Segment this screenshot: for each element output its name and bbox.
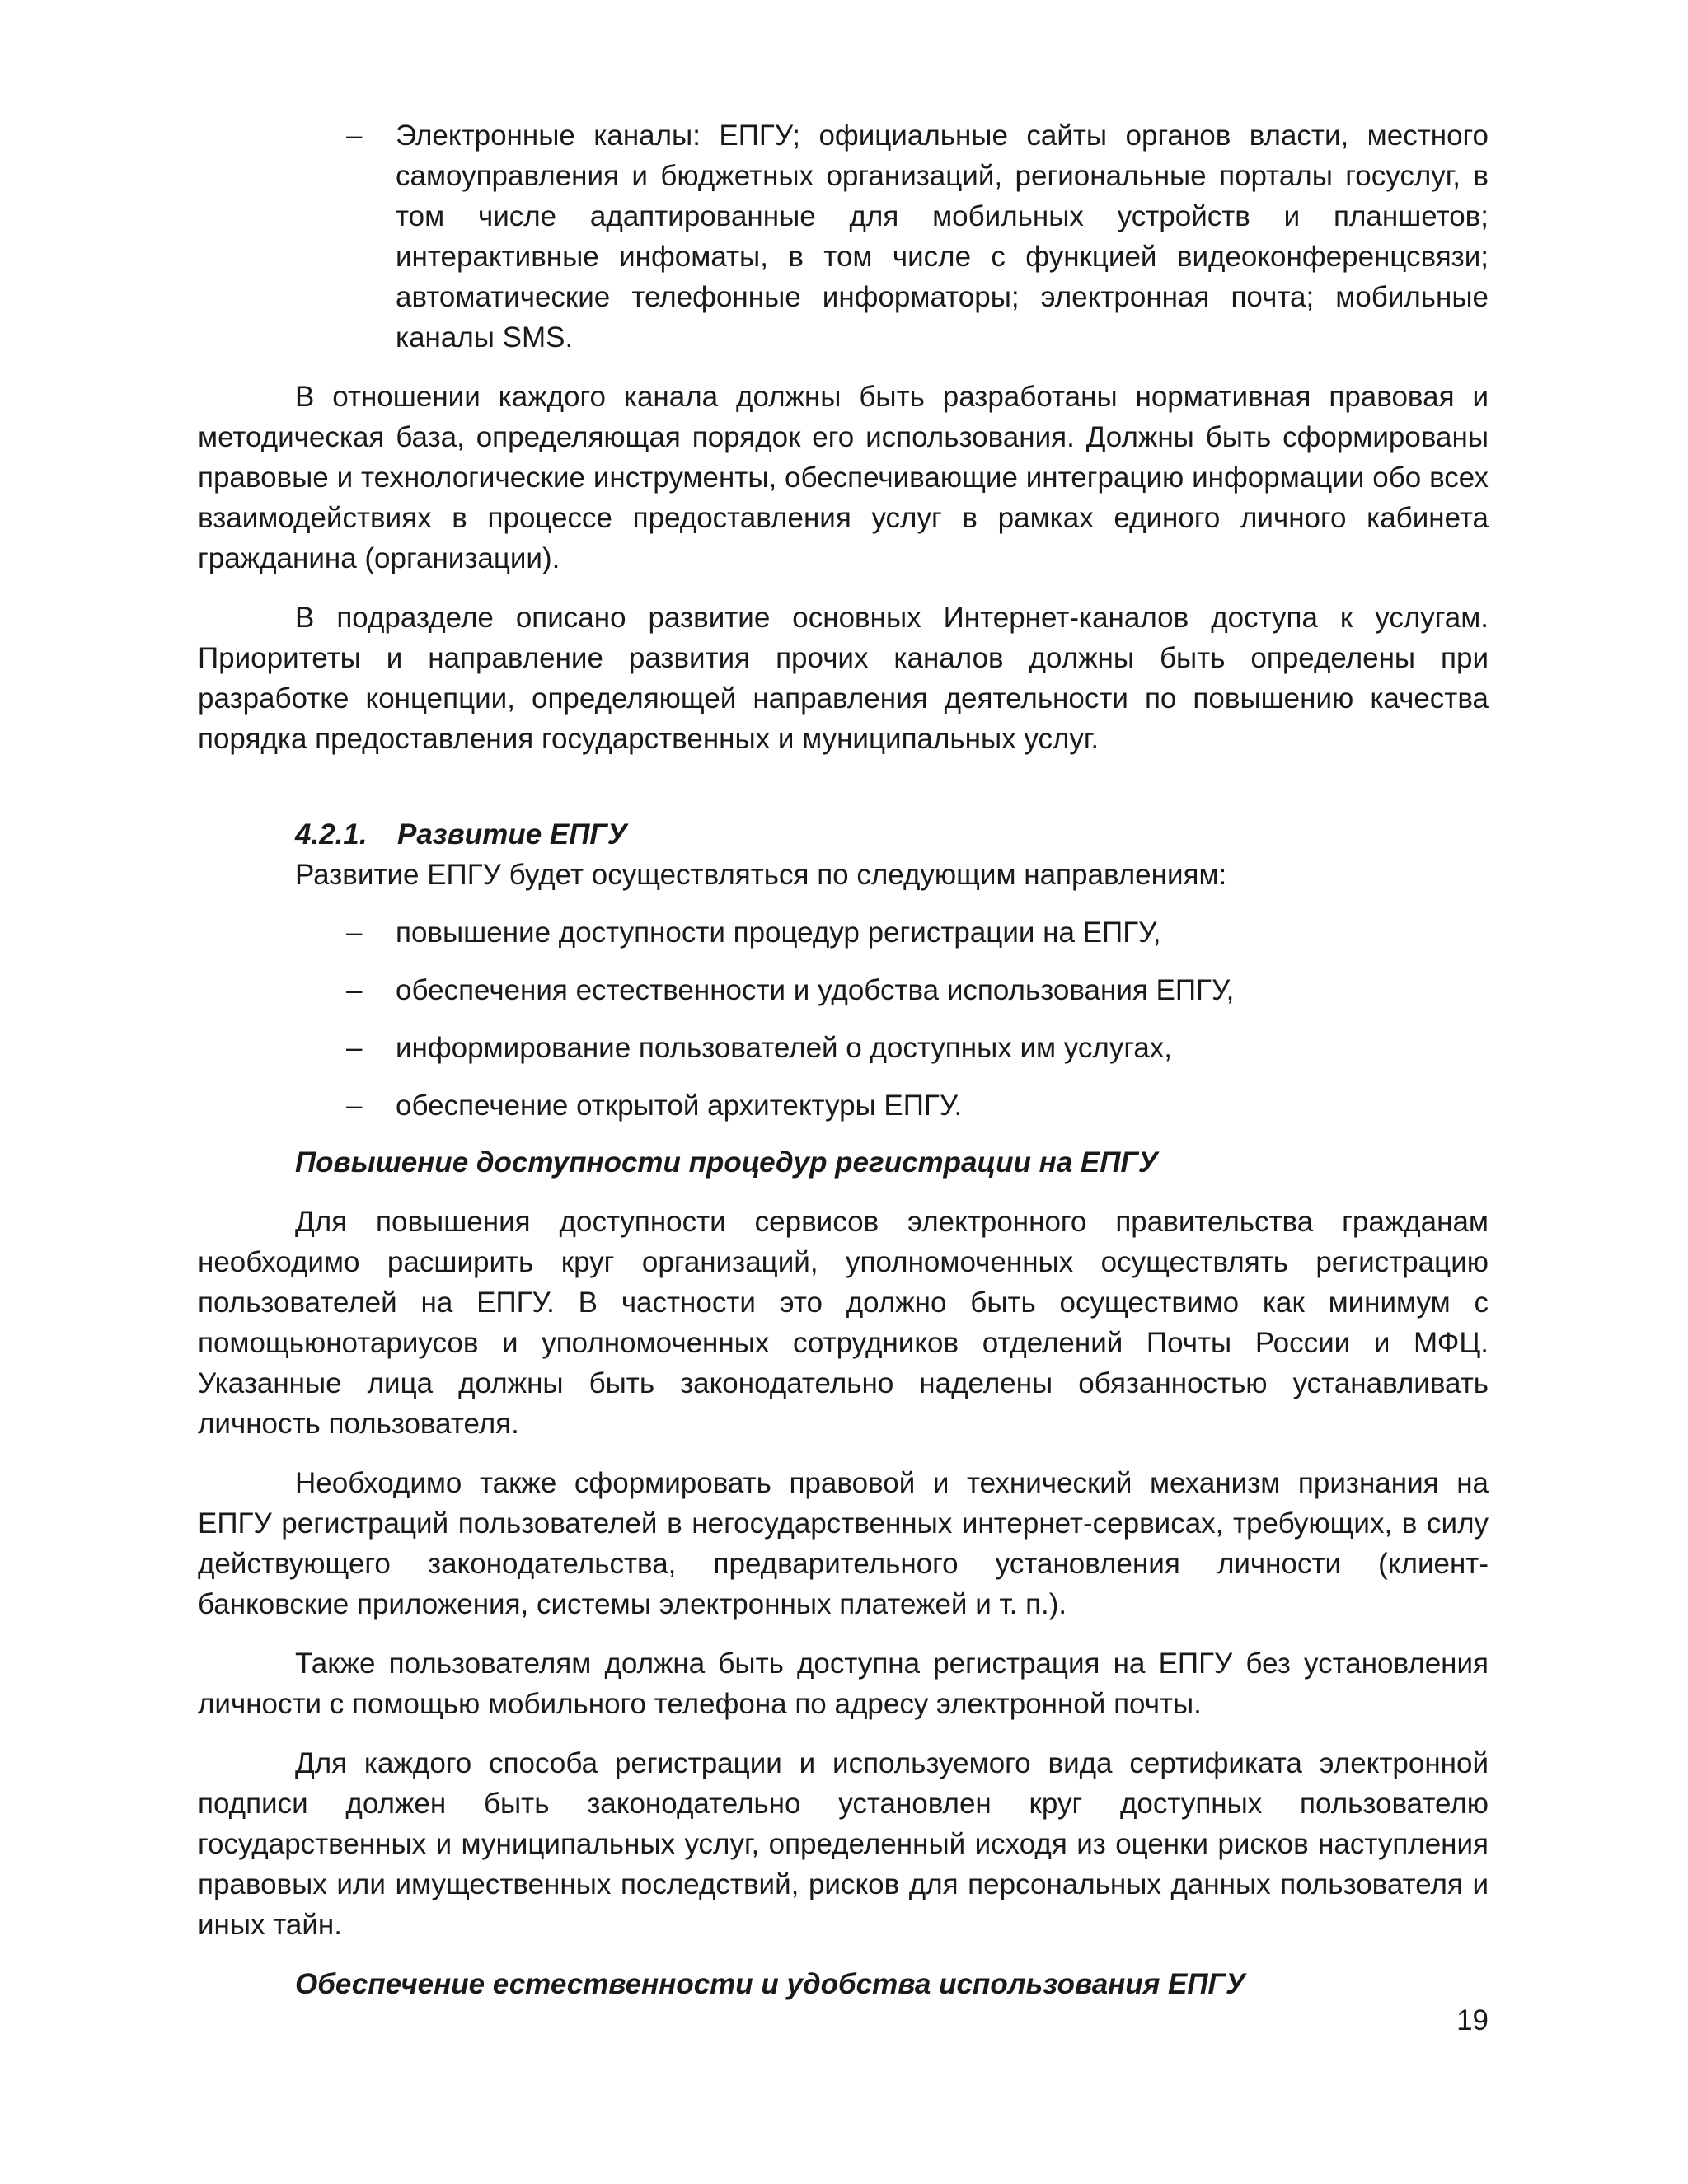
paragraph: В отношении каждого канала должны быть разработаны нормативная правовая и методическая база, определяющая порядок его использования. Должны быть сформированы правовые и технологические инструменты, обеспечивающие интеграцию информации обо всех взаимодействиях в процессе предоставления услуг в рамках единого личного кабинета гражданина (организации). [198, 381, 1489, 574]
dash-marker: – [346, 1032, 363, 1064]
page-content [198, 115, 1489, 2004]
subheading: Повышение доступности процедур регистрации на ЕПГУ [295, 1146, 1158, 1179]
section-title: Развитие ЕПГУ [397, 818, 627, 851]
dash-marker: – [346, 916, 363, 949]
dash-marker: – [346, 120, 363, 152]
list-item-text: Электронные каналы: ЕПГУ; официальные сайты органов власти, местного самоуправления и бюджетных организаций, региональные порталы госуслуг, в том числе адаптированные для мобильных устройств и планшетов; интерактивные инфоматы, в том числе с функцией видеоконференцсвязи; автоматические телефонные информаторы; электронная почта; мобильные каналы SMS. [396, 120, 1489, 354]
dash-marker: – [346, 974, 363, 1006]
paragraph: В подразделе описано развитие основных Интернет-каналов доступа к услугам. Приоритеты и направление развития прочих каналов должны быть определены при разработке концепции, определяющей направления деятельности по повышению качества порядка предоставления государственных и муниципальных услуг. [198, 602, 1489, 755]
paragraph: Необходимо также сформировать правовой и технический механизм признания на ЕПГУ регистраций пользователей в негосударственных интернет-сервисах, требующих, в силу действующего законодательства, предварительного установления личности (клиент-банковские приложения, системы электронных платежей и т. п.). [198, 1467, 1489, 1620]
list-item-text: информирование пользователей о доступных им услугах, [396, 1032, 1173, 1064]
list-item [198, 1028, 1489, 1068]
list-item [198, 970, 1489, 1010]
list-item-text: повышение доступности процедур регистрации на ЕПГУ, [396, 916, 1161, 949]
channels-list [198, 115, 1489, 358]
paragraph: Для каждого способа регистрации и используемого вида сертификата электронной подписи должен быть законодательно установлен круг доступных пользователю государственных и муниципальных услуг, определенный исходя из оценки рисков наступления правовых или имущественных последствий, рисков для персональных данных пользователя и иных тайн. [198, 1747, 1489, 1941]
paragraph: Также пользователям должна быть доступна регистрация на ЕПГУ без установления личности с помощью мобильного телефона по адресу электронной почты. [198, 1647, 1489, 1720]
list-item-text: обеспечения естественности и удобства использования ЕПГУ, [396, 974, 1235, 1006]
list-item [198, 912, 1489, 953]
paragraph: Для повышения доступности сервисов электронного правительства гражданам необходимо расширить круг организаций, уполномоченных осуществлять регистрацию пользователей на ЕПГУ. В частности это должно быть осуществимо как минимум с помощьюнотариусов и уполномоченных сотрудников отделений Почты России и МФЦ. Указанные лица должны быть законодательно наделены обязанностью устанавливать личность пользователя. [198, 1206, 1489, 1440]
directions-list [198, 912, 1489, 1126]
section-heading [198, 814, 1489, 855]
paragraph: Развитие ЕПГУ будет осуществляться по следующим направлениям: [295, 859, 1227, 891]
list-item [198, 1085, 1489, 1126]
section-number: 4.2.1. [295, 818, 368, 851]
list-item-text: обеспечение открытой архитектуры ЕПГУ. [396, 1090, 963, 1122]
subheading: Обеспечение естественности и удобства использования ЕПГУ [295, 1968, 1245, 2000]
dash-marker: – [346, 1090, 363, 1122]
page-number: 19 [1456, 2004, 1489, 2036]
list-item [198, 115, 1489, 358]
